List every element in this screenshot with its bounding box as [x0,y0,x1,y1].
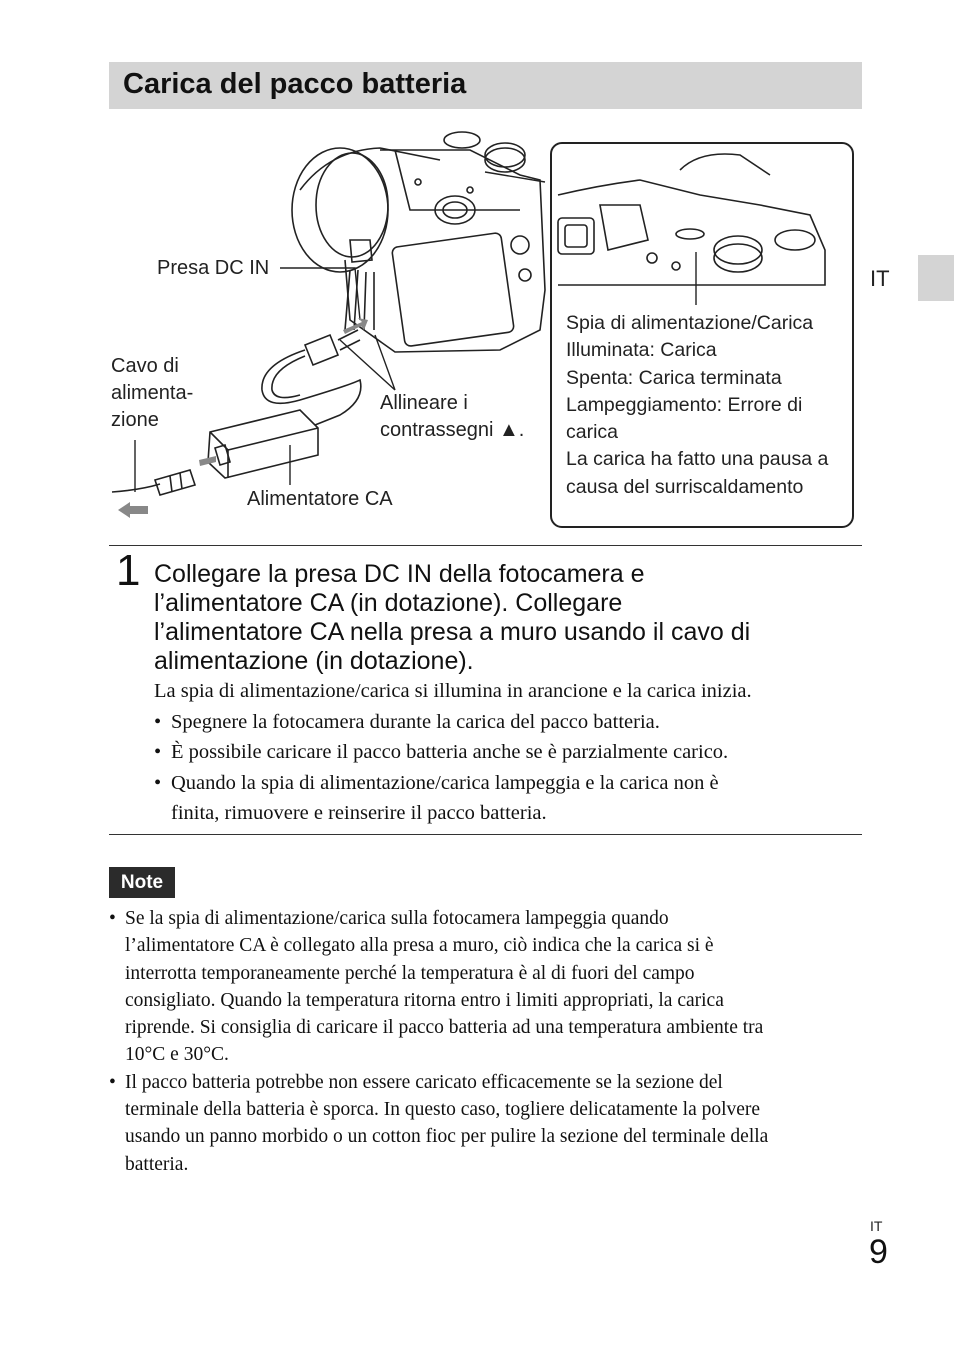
adapter-drawing [208,410,318,478]
step-top-divider [109,545,862,546]
step-number: 1 [116,546,141,595]
label-power-cable: Cavo di alimenta- zione [111,355,194,431]
note-item: • Se la spia di alimentazione/carica sulla fotocamera lampeggia quando l’alimentatore CA è collegato alla presa a muro, ciò indica che la carica si è interrotta temporaneamente perché la temperatura è al di fuori del campo consigliato. Quando la temperatura ritorna entro i limiti appropriati, la carica riprende. Si consiglia di caricare il pacco batteria ad una temperatura ambiente tra 10°C e 30°C. [109,905,869,1069]
note-badge: Note [109,867,175,898]
label-align-marks: Allineare i contrassegni ▲. [380,392,525,441]
language-tab-label: IT [870,266,890,291]
language-tab [918,255,954,301]
notes-list [109,905,869,1178]
section-title-bar [109,62,862,109]
note-item: • Il pacco batteria potrebbe non essere caricato efficacemente se la sezione del terminale della batteria è sporca. In questo caso, togliere delicatamente la polvere usando un panno morbido o un cotton fioc per pulire la sezione del terminale della batteria. [109,1069,869,1178]
step-bullet: • Quando la spia di alimentazione/carica lampeggia e la carica non è finita, rimuovere e reinserire il pacco batteria. [154,768,864,829]
footer-language: IT [870,1218,883,1234]
step-bullet: • Spegnere la fotocamera durante la carica del pacco batteria. [154,707,864,738]
step-intro: La spia di alimentazione/carica si illumina in arancione e la carica inizia. [154,680,752,702]
step-bottom-divider [109,834,862,835]
page-title: Carica del pacco batteria [123,68,467,100]
step-body [154,676,864,829]
page-number: 9 [869,1233,888,1271]
label-dc-in: Presa DC IN [157,257,270,279]
power-cord-drawing [112,470,195,495]
step-bullet: • È possibile caricare il pacco batteria anche se è parzialmente carico. [154,737,864,768]
indicator-callout-text: Spia di alimentazione/Carica Illuminata: Carica Spenta: Carica terminata Lampeggiamento: Errore di carica La carica ha fatto una pausa a causa del surriscaldamento [566,312,829,498]
label-ac-adapter: Alimentatore CA [247,488,393,510]
step-heading: Collegare la presa DC IN della fotocamera e l’alimentatore CA (in dotazione). Collegare l’alimentatore CA nella presa a muro usando il cavo di alimentazione (in dotazione). [154,560,751,675]
cable-drawing [262,330,361,425]
